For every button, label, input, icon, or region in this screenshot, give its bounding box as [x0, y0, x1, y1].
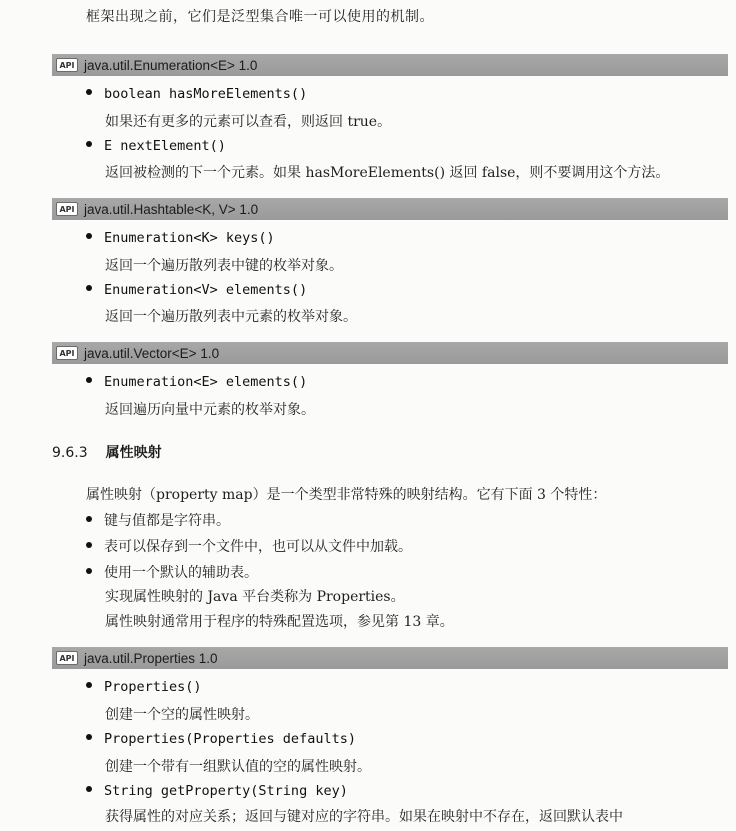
method-signature [86, 374, 307, 390]
api-badge-icon: API [56, 202, 78, 216]
api-header-enumeration [52, 54, 728, 76]
method-description: 返回遍历向量中元素的枚举对象。 [105, 402, 315, 418]
list-item [86, 510, 230, 530]
bullet-icon [86, 377, 92, 383]
list-item [86, 562, 258, 582]
section-number: 9.6.3 [52, 445, 88, 461]
list-item [86, 536, 412, 556]
section-intro: 属性映射（property map）是一个类型非常特殊的映射结构。它有下面 3 个特性： [86, 487, 607, 503]
section-paragraph: 属性映射通常用于程序的特殊配置选项，参见第 13 章。 [105, 614, 454, 630]
api-title: java.util.Properties 1.0 [84, 650, 218, 666]
method-signature [86, 282, 307, 298]
bullet-icon [86, 734, 92, 740]
bullet-icon [86, 542, 92, 548]
method-signature-text: Enumeration<E> elements() [104, 374, 308, 390]
section-title: 属性映射 [105, 445, 162, 461]
method-signature [86, 86, 307, 102]
intro-text: 框架出现之前，它们是泛型集合唯一可以使用的机制。 [86, 9, 434, 25]
bullet-icon [86, 89, 92, 95]
method-signature [86, 731, 356, 747]
method-signature [86, 783, 348, 799]
api-badge-icon: API [56, 651, 78, 665]
list-item-text: 表可以保存到一个文件中，也可以从文件中加载。 [104, 539, 412, 555]
method-signature-text: Enumeration<V> elements() [104, 282, 308, 298]
method-description: 创建一个带有一组默认值的空的属性映射。 [105, 759, 371, 775]
method-description: 返回一个遍历散列表中元素的枚举对象。 [105, 309, 357, 325]
api-badge-icon: API [56, 58, 78, 72]
bullet-icon [86, 516, 92, 522]
method-signature-text: Enumeration<K> keys() [104, 230, 275, 246]
method-description: 返回被检测的下一个元素。如果 hasMoreElements() 返回 false，则不要调用这个方法。 [105, 165, 670, 181]
method-description: 创建一个空的属性映射。 [105, 707, 259, 723]
method-signature-text: E nextElement() [104, 138, 226, 154]
section-paragraph: 实现属性映射的 Java 平台类称为 Properties。 [105, 589, 405, 605]
api-header-hashtable [52, 198, 728, 220]
method-signature [86, 679, 202, 695]
method-signature-text: Properties() [104, 679, 202, 695]
method-signature [86, 138, 226, 154]
api-header-vector [52, 342, 728, 364]
method-signature-text: Properties(Properties defaults) [104, 731, 356, 747]
api-badge-icon: API [56, 346, 78, 360]
method-description: 返回一个遍历散列表中键的枚举对象。 [105, 258, 343, 274]
api-title: java.util.Enumeration<E> 1.0 [84, 57, 258, 73]
method-signature [86, 230, 275, 246]
bullet-icon [86, 568, 92, 574]
api-title: java.util.Hashtable<K, V> 1.0 [84, 201, 259, 217]
api-title: java.util.Vector<E> 1.0 [84, 345, 220, 361]
api-header-properties [52, 647, 728, 669]
method-signature-text: String getProperty(String key) [104, 783, 348, 799]
section-heading [52, 442, 162, 462]
list-item-text: 键与值都是字符串。 [104, 513, 230, 529]
bullet-icon [86, 786, 92, 792]
method-description: 获得属性的对应关系；返回与键对应的字符串。如果在映射中不存在，返回默认表中 [105, 809, 623, 825]
bullet-icon [86, 285, 92, 291]
bullet-icon [86, 141, 92, 147]
method-description: 如果还有更多的元素可以查看，则返回 true。 [105, 114, 392, 130]
list-item-text: 使用一个默认的辅助表。 [104, 565, 258, 581]
bullet-icon [86, 682, 92, 688]
bullet-icon [86, 233, 92, 239]
method-signature-text: boolean hasMoreElements() [104, 86, 308, 102]
